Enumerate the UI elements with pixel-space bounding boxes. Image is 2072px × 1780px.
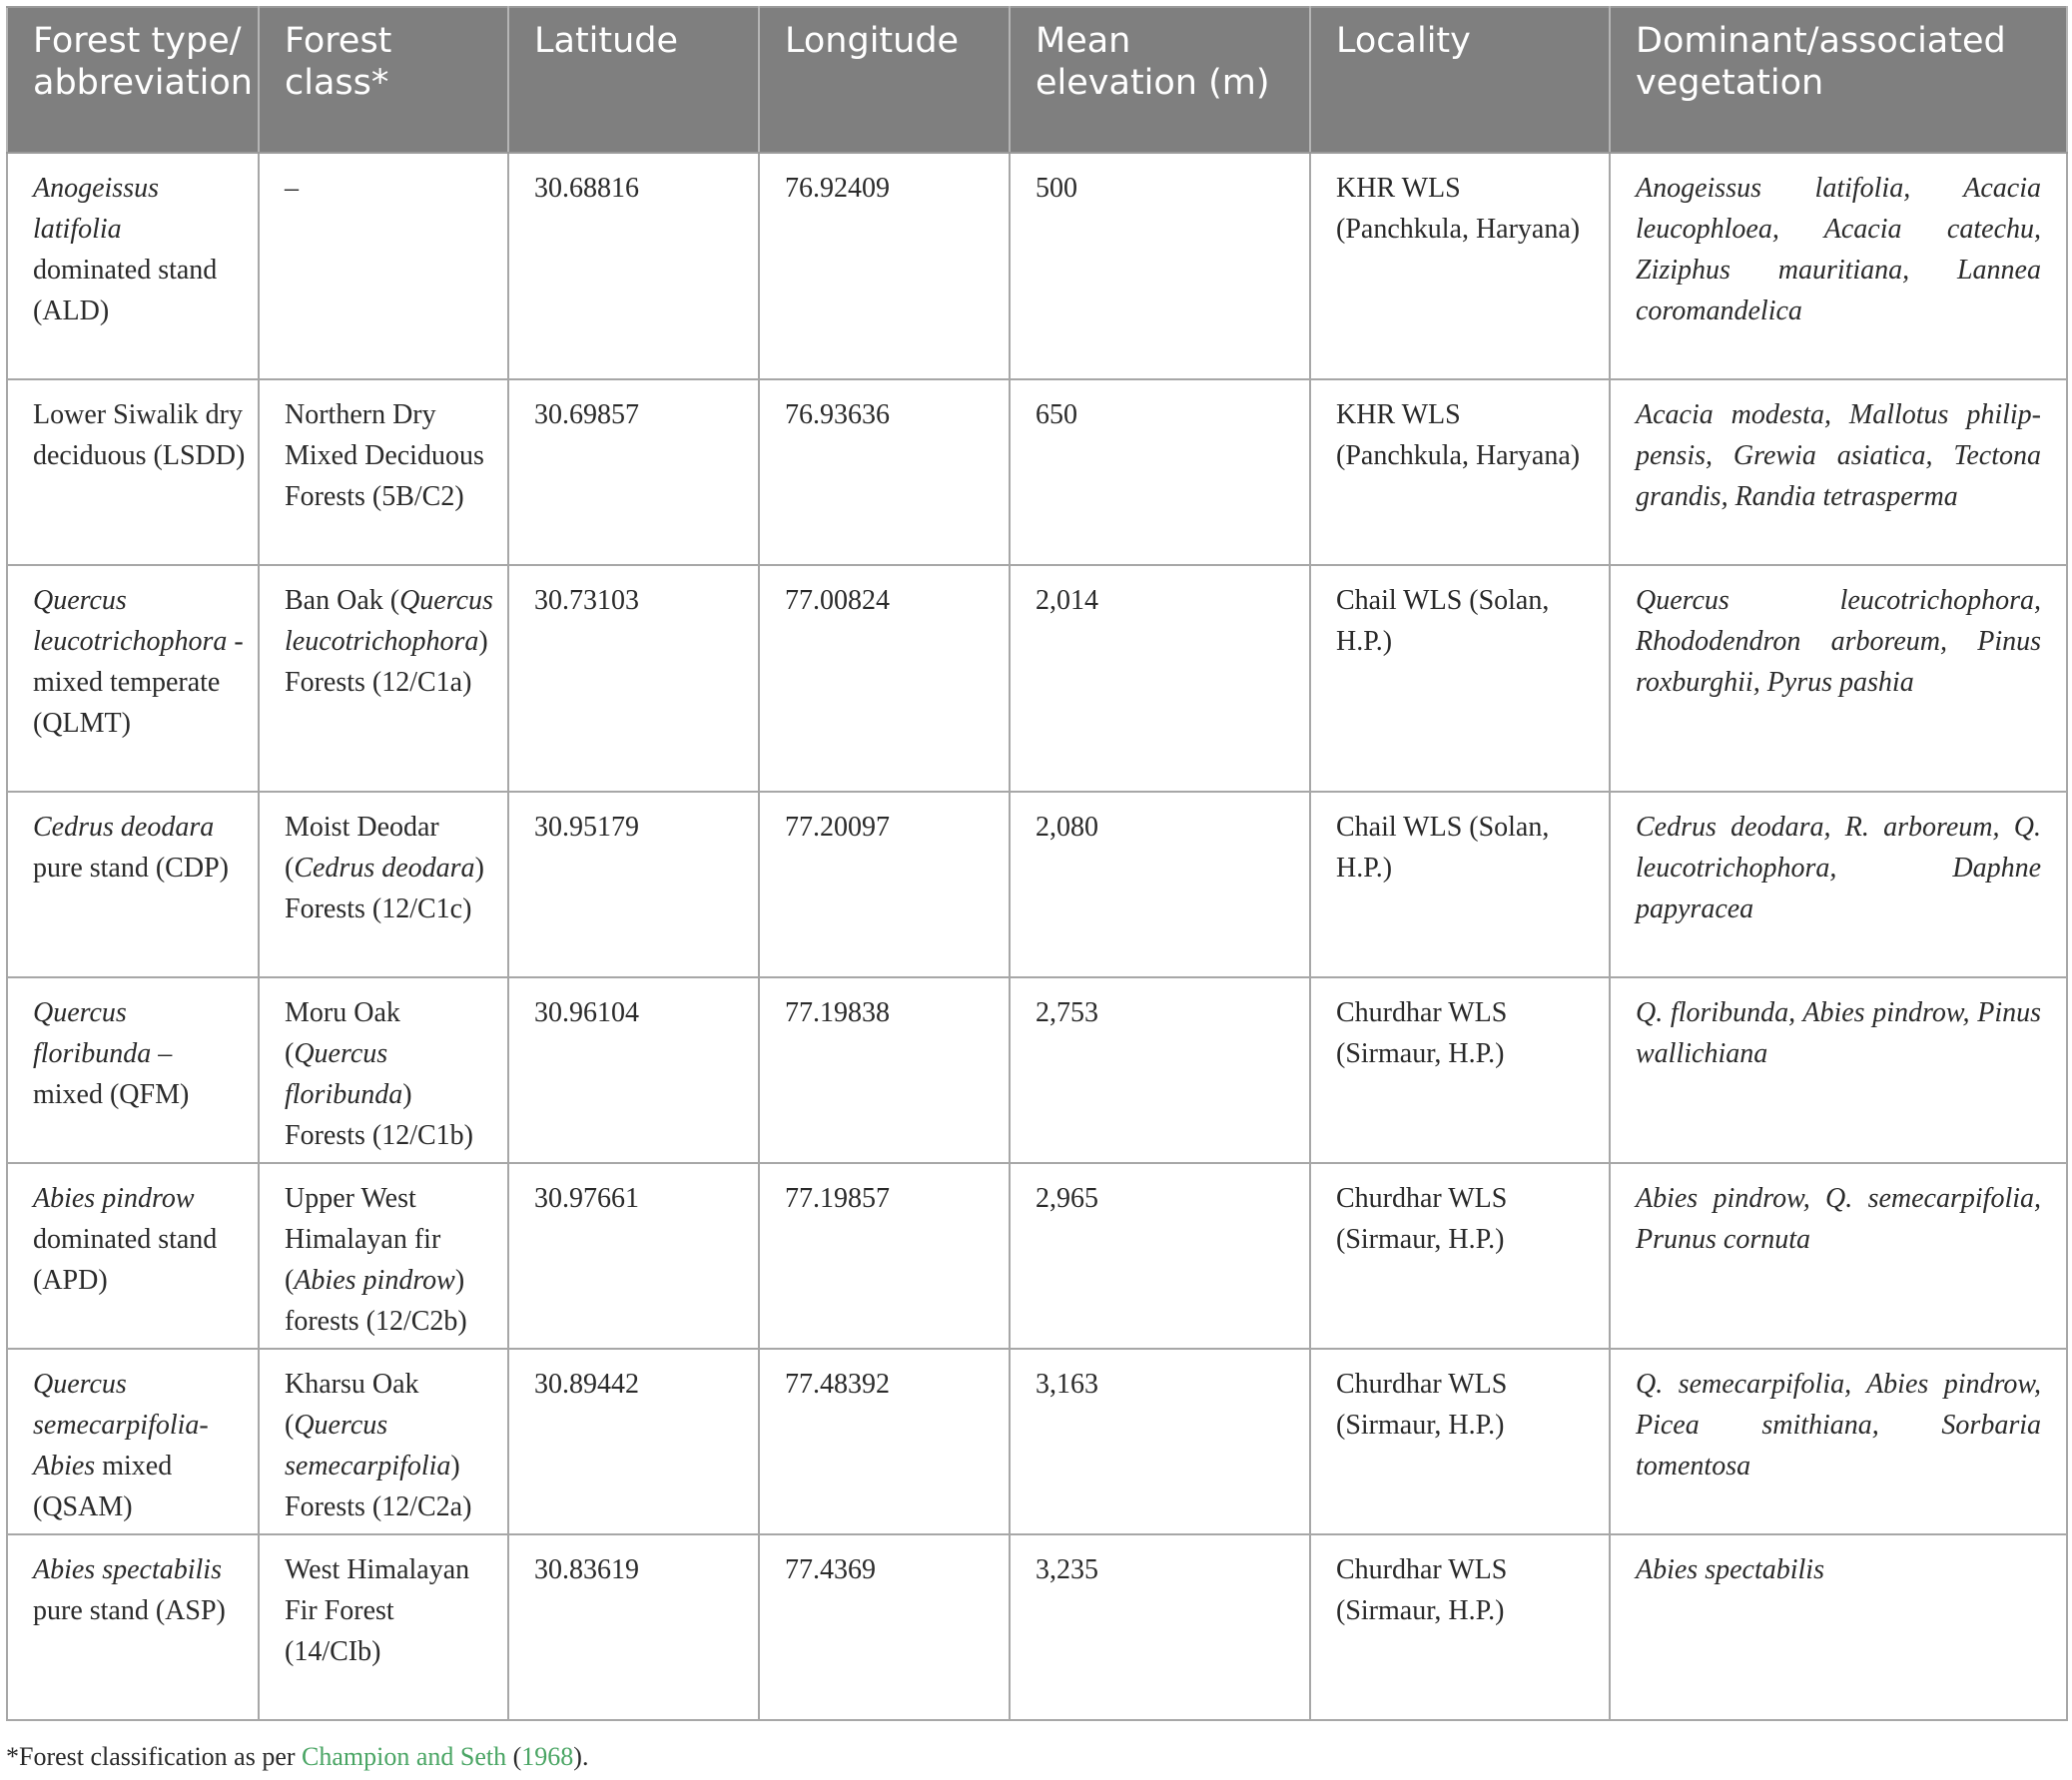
table-row (7, 792, 2067, 977)
vegetation-text: Anogeissus latifolia, Acacia leucophloea, Acacia catechu, Ziziphus mauritiana, Lannea coromandelica (1636, 173, 2041, 326)
longitude-cell: 77.4369 (759, 1534, 1010, 1720)
vegetation-text: Q. floribunda, Abies pindrow, Pinus wallichiana (1636, 997, 2041, 1069)
forest-class-cell (259, 153, 508, 379)
forest-class-cell (259, 977, 508, 1163)
forest-class-cell (259, 379, 508, 565)
latitude-cell: 30.69857 (508, 379, 759, 565)
locality-cell: KHR WLS (Panchkula, Haryana) (1310, 379, 1610, 565)
table-row (7, 153, 2067, 379)
latitude-cell: 30.96104 (508, 977, 759, 1163)
forest-type-text: -mixed temperate (QLMT) (33, 626, 244, 739)
table-body (7, 153, 2067, 1720)
forest-type-text: dominated stand (ALD) (33, 255, 218, 326)
footnote-open: ( (506, 1742, 522, 1771)
forest-class-text: Ban Oak ( (285, 585, 400, 616)
forest-type-text: Quercus leucotrichophora (33, 585, 228, 657)
forest-class-text: – (285, 173, 299, 204)
vegetation-text: Acacia modesta, Mallotus philip-pensis, Grewia asiatica, Tectona grandis, Randia tetrasperma (1636, 399, 2041, 512)
table-container (6, 6, 2066, 1721)
forest-class-text: Quercus floribunda (285, 1038, 403, 1110)
forest-class-text: West Himalayan Fir Forest (14/CIb) (285, 1554, 470, 1667)
locality-cell: Chail WLS (Solan, H.P.) (1310, 565, 1610, 792)
forest-type-text: Anogeissus latifolia (33, 173, 159, 245)
vegetation-text: Abies spectabilis (1636, 1554, 1824, 1585)
elevation-cell: 3,163 (1010, 1349, 1310, 1534)
forest-class-text: Moru Oak ( (285, 997, 400, 1069)
forest-class-text: Kharsu Oak ( (285, 1369, 419, 1441)
forest-type-text: Abies spectabilis (33, 1554, 222, 1585)
vegetation-text: Q. semecarpifolia, Abies pindrow, Picea smithiana, Sorbaria tomentosa (1636, 1369, 2041, 1482)
footnote-prefix: *Forest classification as per (6, 1742, 303, 1771)
latitude-cell: 30.73103 (508, 565, 759, 792)
forest-type-text: Lower Siwalik dry deciduous (LSDD) (33, 399, 246, 471)
forest-class-text: ) Forests (12/C2a) (285, 1451, 472, 1522)
table-row (7, 1163, 2067, 1349)
vegetation-cell (1610, 792, 2067, 977)
forest-type-cell (7, 1163, 259, 1349)
forest-type-cell (7, 1534, 259, 1720)
forest-type-text: Abies (33, 1451, 96, 1482)
elevation-cell: 2,753 (1010, 977, 1310, 1163)
locality-cell: KHR WLS (Panchkula, Haryana) (1310, 153, 1610, 379)
forest-class-cell (259, 1534, 508, 1720)
elevation-cell: 3,235 (1010, 1534, 1310, 1720)
footnote-close: ). (573, 1742, 589, 1771)
table-footnote (6, 1742, 588, 1772)
forest-class-text: Quercus leucotrichophora (285, 585, 493, 657)
locality-cell: Chail WLS (Solan, H.P.) (1310, 792, 1610, 977)
elevation-cell: 2,965 (1010, 1163, 1310, 1349)
forest-class-cell (259, 565, 508, 792)
vegetation-cell (1610, 1349, 2067, 1534)
latitude-cell: 30.68816 (508, 153, 759, 379)
header-forest-type: Forest type/ abbreviation (7, 7, 259, 153)
vegetation-cell (1610, 1534, 2067, 1720)
locality-cell: Churdhar WLS (Sirmaur, H.P.) (1310, 977, 1610, 1163)
vegetation-text: Abies pindrow, Q. semecarpifolia, Prunus cornuta (1636, 1183, 2041, 1255)
forest-class-cell (259, 1163, 508, 1349)
forest-type-cell (7, 792, 259, 977)
longitude-cell: 77.00824 (759, 565, 1010, 792)
forest-class-text: ) Forests (12/C1a) (285, 626, 488, 698)
latitude-cell: 30.97661 (508, 1163, 759, 1349)
forest-type-text: Cedrus deodara (33, 812, 215, 843)
forest-type-text: pure stand (CDP) (33, 853, 229, 884)
latitude-cell: 30.83619 (508, 1534, 759, 1720)
table-row (7, 379, 2067, 565)
header-forest-class: Forest class* (259, 7, 508, 153)
forest-class-text: ) Forests (12/C1c) (285, 853, 484, 924)
forest-type-cell (7, 153, 259, 379)
forest-class-text: Cedrus deodara (294, 853, 475, 884)
header-vegetation: Dominant/associated vegetation (1610, 7, 2067, 153)
forest-class-text: Moist Deodar ( (285, 812, 439, 884)
citation-link-authors[interactable]: Champion and Seth (302, 1742, 507, 1771)
forest-type-text: pure stand (ASP) (33, 1595, 226, 1626)
longitude-cell: 77.48392 (759, 1349, 1010, 1534)
longitude-cell: 76.93636 (759, 379, 1010, 565)
longitude-cell: 77.20097 (759, 792, 1010, 977)
forest-type-cell (7, 565, 259, 792)
longitude-cell: 77.19838 (759, 977, 1010, 1163)
header-locality: Locality (1310, 7, 1610, 153)
table-row (7, 1534, 2067, 1720)
locality-cell: Churdhar WLS (Sirmaur, H.P.) (1310, 1349, 1610, 1534)
longitude-cell: 76.92409 (759, 153, 1010, 379)
vegetation-cell (1610, 977, 2067, 1163)
header-longitude: Longitude (759, 7, 1010, 153)
latitude-cell: 30.95179 (508, 792, 759, 977)
header-row (7, 7, 2067, 153)
forest-class-text: ) forests (12/C2b) (285, 1265, 467, 1337)
locality-cell: Churdhar WLS (Sirmaur, H.P.) (1310, 1163, 1610, 1349)
forest-class-cell (259, 792, 508, 977)
forest-type-cell (7, 1349, 259, 1534)
header-mean-elevation: Mean elevation (m) (1010, 7, 1310, 153)
table-row (7, 565, 2067, 792)
vegetation-text: Quercus leucotrichophora, Rhododendron arboreum, Pinus roxburghii, Pyrus pashia (1636, 585, 2041, 698)
elevation-cell: 500 (1010, 153, 1310, 379)
forest-type-text: Abies pindrow (33, 1183, 195, 1214)
forest-type-text: Quercus floribunda (33, 997, 152, 1069)
forest-types-table (6, 6, 2068, 1721)
forest-class-text: Abies pindrow (294, 1265, 455, 1296)
forest-type-cell (7, 977, 259, 1163)
vegetation-cell (1610, 565, 2067, 792)
forest-class-text: Upper West Himalayan fir ( (285, 1183, 441, 1296)
forest-type-text: Quercus semecarpifolia- (33, 1369, 209, 1441)
longitude-cell: 77.19857 (759, 1163, 1010, 1349)
forest-type-text: mixed (QSAM) (33, 1451, 173, 1522)
vegetation-text: Cedrus deodara, R. arboreum, Q. leucotrichophora, Daphne papyracea (1636, 812, 2041, 924)
vegetation-cell (1610, 379, 2067, 565)
citation-link-year[interactable]: 1968 (521, 1742, 574, 1771)
forest-type-text: – mixed (QFM) (33, 1038, 190, 1110)
forest-class-text: ) Forests (12/C1b) (285, 1079, 473, 1151)
elevation-cell: 2,014 (1010, 565, 1310, 792)
vegetation-cell (1610, 1163, 2067, 1349)
table-row (7, 977, 2067, 1163)
forest-class-text: Northern Dry Mixed Deciduous Forests (5B/C2) (285, 399, 484, 512)
header-latitude: Latitude (508, 7, 759, 153)
forest-type-text: dominated stand (APD) (33, 1224, 218, 1296)
forest-type-cell (7, 379, 259, 565)
vegetation-cell (1610, 153, 2067, 379)
forest-class-text: Quercus semecarpifolia (285, 1410, 451, 1482)
elevation-cell: 650 (1010, 379, 1310, 565)
elevation-cell: 2,080 (1010, 792, 1310, 977)
locality-cell: Churdhar WLS (Sirmaur, H.P.) (1310, 1534, 1610, 1720)
forest-class-cell (259, 1349, 508, 1534)
table-row (7, 1349, 2067, 1534)
latitude-cell: 30.89442 (508, 1349, 759, 1534)
